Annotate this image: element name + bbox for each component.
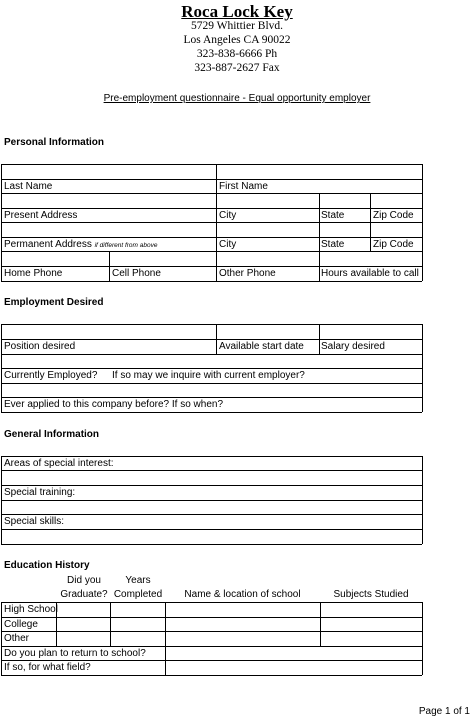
row-high-school-label: High School	[4, 604, 58, 615]
present-state-input[interactable]	[320, 194, 369, 207]
first-name-label: First Name	[219, 181, 268, 192]
present-zip-input[interactable]	[371, 194, 421, 207]
special-training-input[interactable]	[2, 501, 421, 513]
college-graduated-input[interactable]	[57, 618, 109, 630]
col-years-line2: Completed	[113, 589, 163, 600]
other-school-input[interactable]	[166, 632, 319, 645]
col-subjects: Subjects Studied	[333, 589, 409, 600]
hs-graduated-input[interactable]	[57, 603, 109, 616]
city-label: City	[219, 210, 237, 221]
salary-label: Salary desired	[321, 341, 385, 352]
college-school-input[interactable]	[166, 618, 319, 630]
return-school-input[interactable]	[166, 647, 421, 659]
permanent-zip-label: Zip Code	[373, 239, 414, 250]
present-address-label: Present Address	[4, 210, 78, 221]
hs-subjects-input[interactable]	[321, 603, 421, 616]
phone-line: 323-838-6666 Ph	[196, 48, 278, 60]
section-personal-title: Personal Information	[4, 137, 105, 148]
other-subjects-input[interactable]	[321, 632, 421, 645]
col-did-you-line1: Did you	[67, 575, 101, 586]
currently-employed-input[interactable]	[2, 355, 421, 367]
inquire-label: If so may we inquire with current employer?	[112, 370, 305, 381]
col-years-line1: Years	[125, 575, 151, 586]
return-school-label: Do you plan to return to school?	[4, 648, 146, 659]
other-graduated-input[interactable]	[57, 632, 109, 645]
zip-label: Zip Code	[373, 210, 414, 221]
currently-employed-label: Currently Employed?	[4, 370, 98, 381]
col-school-name: Name & location of school	[184, 589, 301, 600]
special-interest-input[interactable]	[2, 471, 421, 484]
college-years-input[interactable]	[111, 618, 164, 630]
first-name-input[interactable]	[217, 165, 421, 178]
address-line-2: Los Angeles CA 90022	[183, 34, 291, 46]
permanent-address-text: Permanent Address	[4, 239, 92, 250]
applied-before-input[interactable]	[2, 384, 421, 396]
col-did-you-line2: Graduate?	[60, 589, 108, 600]
permanent-zip-input[interactable]	[371, 223, 421, 236]
applied-before-label: Ever applied to this company before? If so when?	[4, 399, 224, 410]
last-name-input[interactable]	[2, 165, 215, 178]
form-subtitle: Pre-employment questionnaire - Equal opportunity employer	[103, 93, 371, 104]
position-input[interactable]	[2, 325, 215, 338]
permanent-city-label: City	[219, 239, 237, 250]
other-years-input[interactable]	[111, 632, 164, 645]
permanent-state-label: State	[321, 239, 345, 250]
permanent-address-label	[4, 239, 157, 252]
other-phone-label: Other Phone	[219, 268, 276, 279]
what-field-label: If so, for what field?	[4, 662, 91, 673]
what-field-input[interactable]	[166, 661, 421, 674]
special-training-label: Special training:	[4, 487, 76, 498]
special-skills-input[interactable]	[2, 530, 421, 543]
section-general-title: General Information	[4, 429, 100, 440]
home-phone-label: Home Phone	[4, 268, 63, 279]
permanent-address-input[interactable]	[2, 223, 215, 236]
section-employment-title: Employment Desired	[4, 297, 104, 308]
section-education-title: Education History	[4, 560, 90, 571]
hs-years-input[interactable]	[111, 603, 164, 616]
company-name: Roca Lock Key	[181, 2, 293, 21]
present-address-input[interactable]	[2, 194, 215, 207]
present-city-input[interactable]	[217, 194, 318, 207]
row-college-label: College	[4, 619, 38, 630]
fax-line: 323-887-2627 Fax	[194, 62, 280, 74]
start-date-input[interactable]	[217, 325, 318, 338]
hours-label: Hours available to call	[321, 268, 419, 279]
permanent-address-note: if different from above	[94, 242, 158, 249]
special-interest-label: Areas of special interest:	[4, 458, 114, 469]
last-name-label: Last Name	[4, 181, 53, 192]
state-label: State	[321, 210, 345, 221]
permanent-city-input[interactable]	[217, 223, 318, 236]
cell-phone-label: Cell Phone	[112, 268, 161, 279]
position-label: Position desired	[4, 341, 76, 352]
page-number: Page 1 of 1	[418, 706, 470, 717]
permanent-state-input[interactable]	[320, 223, 369, 236]
row-other-label: Other	[4, 633, 30, 644]
start-date-label: Available start date	[219, 341, 304, 352]
hs-school-input[interactable]	[166, 603, 319, 616]
college-subjects-input[interactable]	[321, 618, 421, 630]
salary-input[interactable]	[320, 325, 421, 338]
address-line-1: 5729 Whittier Blvd.	[190, 20, 284, 32]
special-skills-label: Special skills:	[4, 516, 65, 527]
